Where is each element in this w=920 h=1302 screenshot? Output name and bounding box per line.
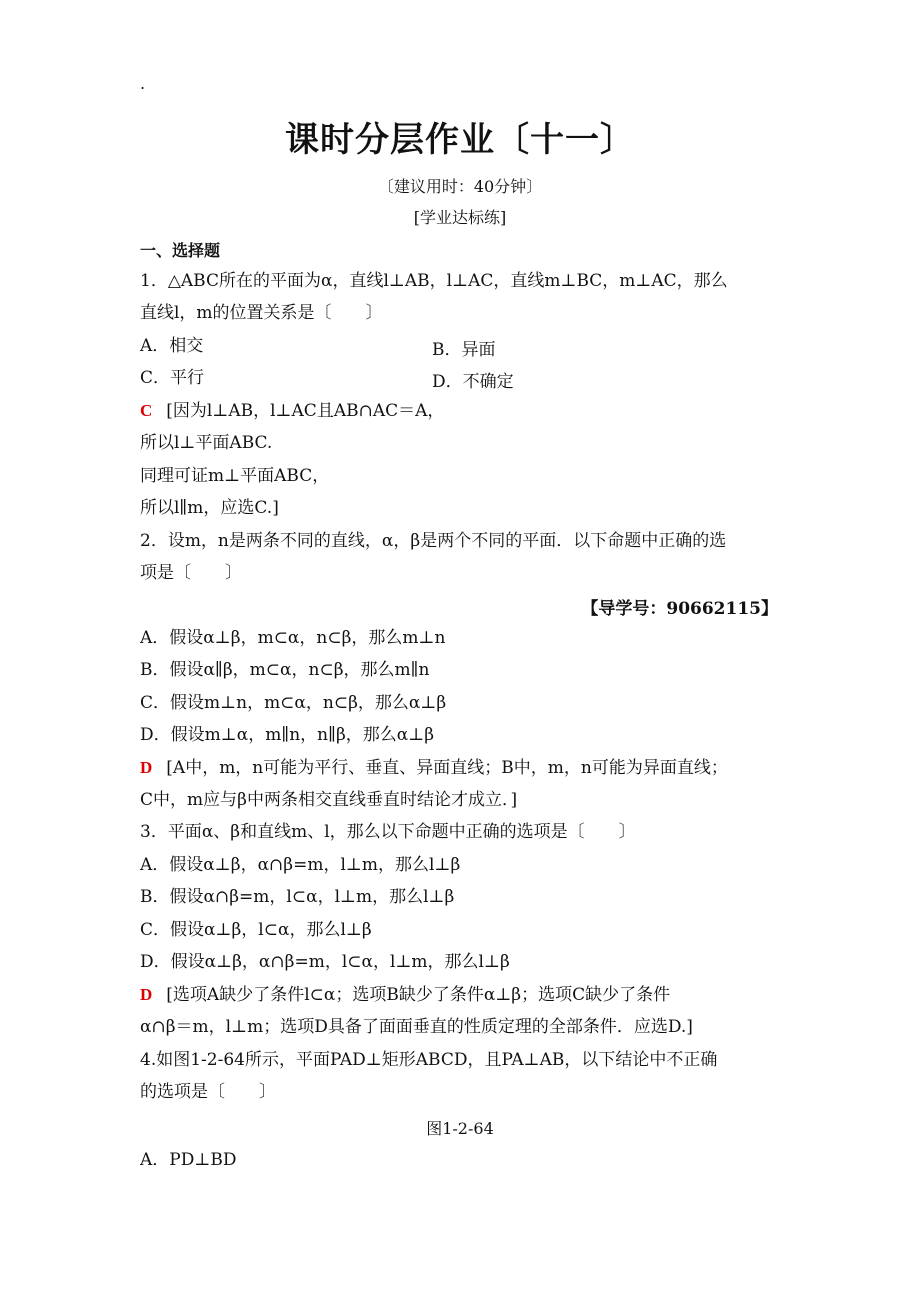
q2-option-a: A．假设α⊥β，m⊂α，n⊂β，那么m⊥n	[140, 628, 446, 648]
suggested-time: 〔建议用时：40分钟〕	[377, 177, 543, 196]
q4-option-a: A．PD⊥BD	[140, 1150, 237, 1170]
q3-option-d: D．假设α⊥β，α∩β=m，l⊂α，l⊥m，那么l⊥β	[140, 952, 510, 972]
q4-figure-caption: 图1-2-64	[426, 1119, 494, 1138]
q3-option-c: C．假设α⊥β，l⊂α，那么l⊥β	[140, 920, 372, 940]
q2-option-c: C．假设m⊥n，m⊂α，n⊂β，那么α⊥β	[140, 693, 447, 713]
q2-option-b: B．假设α∥β，m⊂α，n⊂β，那么m∥n	[140, 660, 430, 680]
section-tag: [学业达标练]	[413, 208, 507, 227]
q3-explanation-line2: α∩β＝m，l⊥m；选项D具备了面面垂直的性质定理的全部条件．应选D.]	[140, 1017, 693, 1037]
q1-explanation-line3: 同理可证m⊥平面ABC，	[140, 466, 330, 486]
q3-option-a: A．假设α⊥β，α∩β=m，l⊥m，那么l⊥β	[140, 855, 461, 875]
q1-explanation-line4: 所以l∥m，应选C.]	[140, 498, 279, 518]
q3-exp1: [选项A缺少了条件l⊂α；选项B缺少了条件α⊥β；选项C缺少了条件	[166, 985, 671, 1005]
q3-explanation-line1	[140, 984, 670, 1006]
q2-stem-line2: 项是〔 〕	[140, 563, 242, 583]
section-heading: 一、选择题	[140, 241, 221, 260]
header-mark: .	[140, 74, 146, 93]
q1-explanation-line1	[140, 400, 444, 422]
q1-explanation-line2: 所以l⊥平面ABC.	[140, 433, 273, 453]
q2-reference-number: 【导学号：90662115】	[581, 599, 778, 619]
q1-exp1: [因为l⊥AB，l⊥AC且AB∩AC＝A，	[166, 401, 445, 421]
q1-stem-line1: 1．△ABC所在的平面为α，直线l⊥AB，l⊥AC，直线m⊥BC，m⊥AC，那么	[140, 271, 728, 291]
q2-stem-line1: 2．设m，n是两条不同的直线，α，β是两个不同的平面．以下命题中正确的选	[140, 531, 727, 551]
q4-stem-line2: 的选项是〔 〕	[140, 1082, 276, 1102]
q1-option-a: A．相交	[140, 336, 204, 356]
q1-option-c: C．平行	[140, 368, 205, 388]
q2-explanation-line2: C中，m应与β中两条相交直线垂直时结论才成立．]	[140, 790, 518, 810]
q4-stem-line1: 4.如图1-2-64所示，平面PAD⊥矩形ABCD，且PA⊥AB，以下结论中不正确	[140, 1050, 718, 1070]
q1-stem-line2: 直线l，m的位置关系是〔 〕	[140, 303, 383, 323]
q3-answer: D	[140, 985, 153, 1004]
q2-exp1: [A中，m，n可能为平行、垂直、异面直线；B中，m，n可能为异面直线；	[166, 758, 728, 778]
q3-stem: 3．平面α、β和直线m、l，那么以下命题中正确的选项是〔 〕	[140, 822, 636, 842]
q2-explanation-line1	[140, 757, 728, 779]
q1-option-b: B．异面	[432, 340, 496, 360]
q3-option-b: B．假设α∩β=m，l⊂α，l⊥m，那么l⊥β	[140, 887, 455, 907]
q1-answer: C	[140, 401, 153, 420]
page-title: 课时分层作业〔十一〕	[285, 120, 635, 160]
q1-option-d: D．不确定	[432, 372, 514, 392]
q2-answer: D	[140, 758, 153, 777]
q2-option-d: D．假设m⊥α，m∥n，n∥β，那么α⊥β	[140, 725, 435, 745]
